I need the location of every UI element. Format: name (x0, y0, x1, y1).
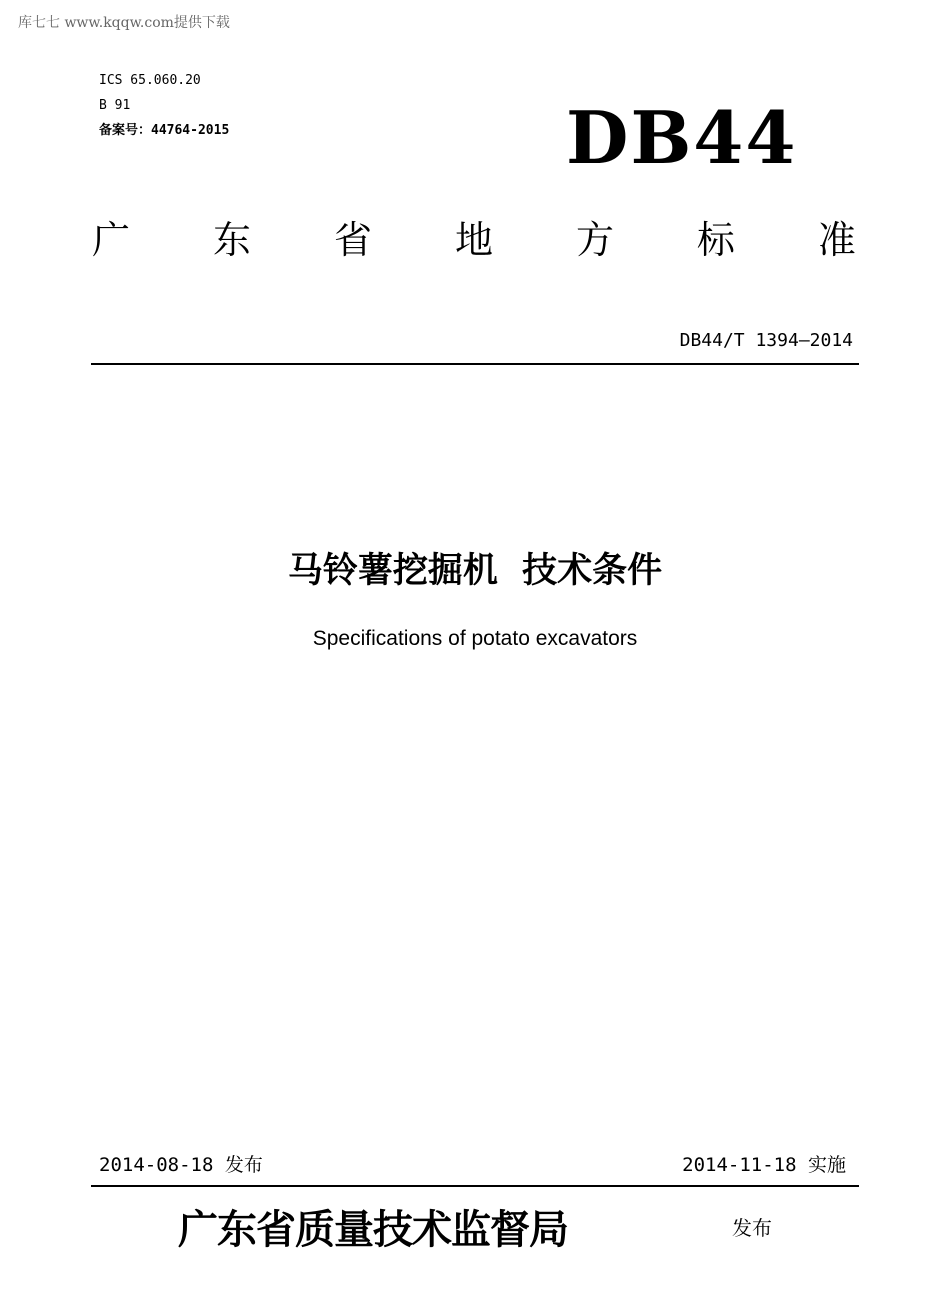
standard-type-char: 省 (333, 218, 372, 262)
classification-codes (99, 68, 229, 143)
ccs-code: B 91 (99, 98, 131, 113)
issue-date: 2014-08-18 发布 (99, 1154, 263, 1176)
title-chinese: 马铃薯挖掘机 技术条件 (287, 551, 663, 591)
db44-logo: DB44 (566, 95, 798, 180)
standard-type-char: 地 (454, 218, 493, 262)
implementation-date: 2014-11-18 实施 (682, 1154, 846, 1176)
standard-type-char: 标 (696, 218, 735, 262)
ics-code: ICS 65.060.20 (99, 73, 201, 88)
record-number: 备案号：44764-2015 (99, 123, 230, 138)
download-watermark: 库七七 www.kqqw.com提供下载 (18, 15, 230, 31)
issuing-authority: 广东省质量技术监督局 (178, 1206, 568, 1253)
bottom-divider (91, 1185, 859, 1187)
standard-number: DB44/T 1394—2014 (679, 330, 853, 351)
standard-type-heading (92, 218, 856, 262)
standard-type-char: 广 (92, 218, 131, 262)
standard-type-char: 准 (817, 218, 856, 262)
title-english: Specifications of potato excavators (312, 627, 638, 650)
standard-type-char: 方 (575, 218, 614, 262)
issuing-authority-suffix: 发布 (732, 1216, 772, 1240)
standard-type-char: 东 (212, 218, 251, 262)
top-divider (91, 363, 859, 365)
